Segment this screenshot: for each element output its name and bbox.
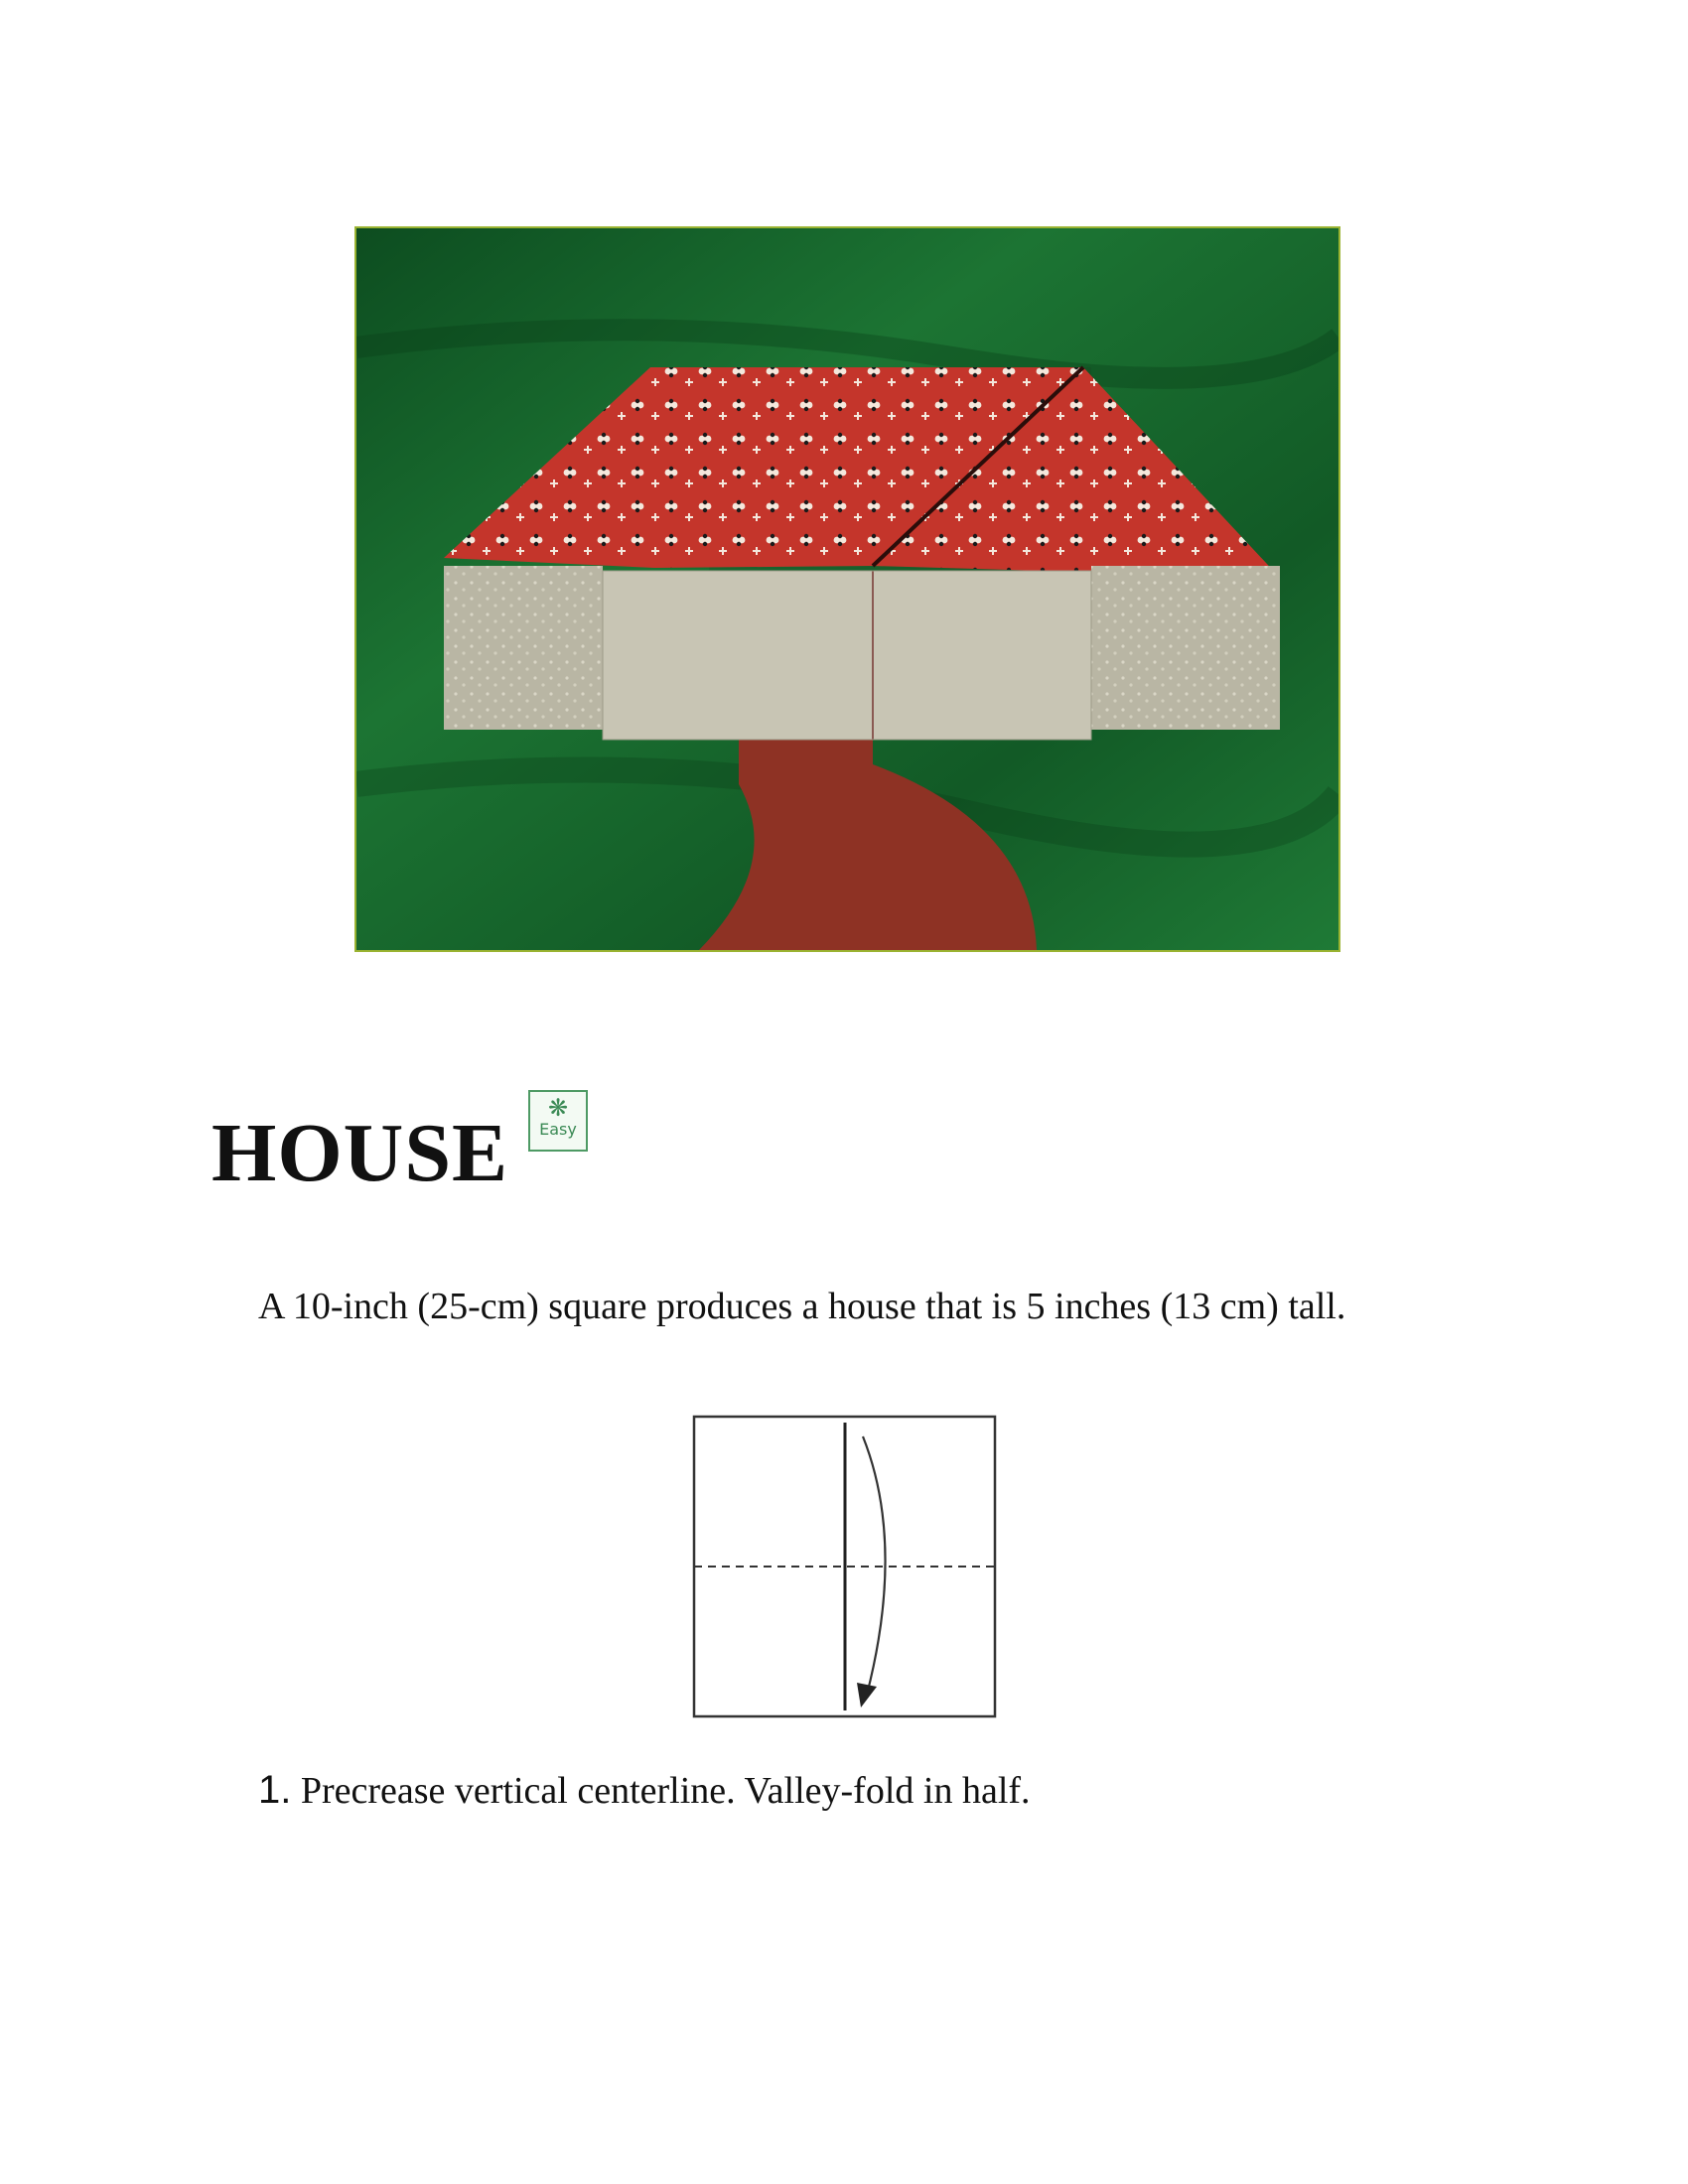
- difficulty-label: Easy: [539, 1120, 577, 1139]
- difficulty-badge: [528, 1090, 588, 1152]
- flower-icon: ❋: [547, 1094, 569, 1122]
- intro-paragraph: A 10-inch (25-cm) square produces a house that is 5 inches (13 cm) tall.: [258, 1286, 1346, 1327]
- fold-diagram: [692, 1415, 998, 1720]
- origami-house-photo: [354, 226, 1340, 952]
- step-text: Precrease vertical centerline. Valley-fold in half.: [300, 1770, 1031, 1812]
- step-1: [258, 1762, 1031, 1819]
- page-title: HOUSE: [211, 1107, 509, 1199]
- step-number: 1.: [258, 1768, 292, 1812]
